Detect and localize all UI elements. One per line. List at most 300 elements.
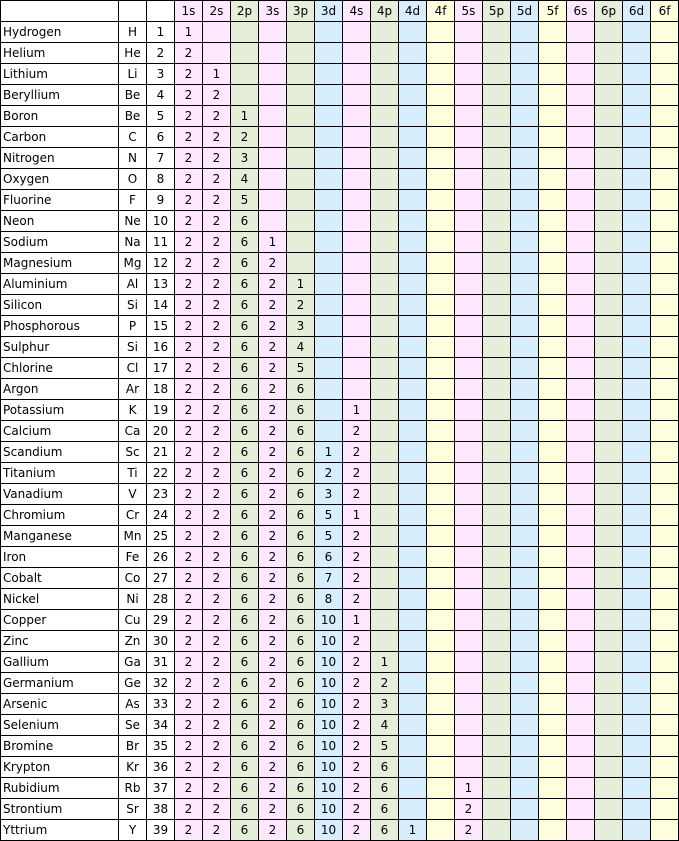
- orbital-cell-6p: [595, 43, 623, 64]
- orbital-cell-5p: [483, 736, 511, 757]
- orbital-cell-5s: [455, 400, 483, 421]
- orbital-cell-1s: 2: [175, 463, 203, 484]
- table-row: [1, 232, 679, 253]
- orbital-cell-3d: 8: [315, 589, 343, 610]
- orbital-cell-5f: [539, 463, 567, 484]
- orbital-cell-6d: [623, 631, 651, 652]
- orbital-cell-3p: 6: [287, 547, 315, 568]
- orbital-header-5d: 5d: [511, 1, 539, 22]
- orbital-cell-5s: [455, 22, 483, 43]
- element-symbol: N: [119, 148, 147, 169]
- orbital-cell-6p: [595, 484, 623, 505]
- orbital-cell-3p: [287, 85, 315, 106]
- orbital-cell-5s: [455, 169, 483, 190]
- atomic-number: 9: [147, 190, 175, 211]
- element-symbol: Cr: [119, 505, 147, 526]
- orbital-cell-4d: [399, 736, 427, 757]
- orbital-cell-4f: [427, 589, 455, 610]
- orbital-cell-4p: [371, 421, 399, 442]
- orbital-cell-3p: 6: [287, 484, 315, 505]
- element-name: Selenium: [1, 715, 119, 736]
- orbital-cell-3s: 2: [259, 694, 287, 715]
- orbital-cell-2s: 2: [203, 799, 231, 820]
- orbital-cell-3s: 2: [259, 358, 287, 379]
- orbital-cell-3p: [287, 22, 315, 43]
- orbital-cell-2p: 6: [231, 631, 259, 652]
- table-row: [1, 463, 679, 484]
- orbital-cell-2s: [203, 22, 231, 43]
- atomic-number: 36: [147, 757, 175, 778]
- orbital-cell-5p: [483, 820, 511, 841]
- orbital-cell-4f: [427, 274, 455, 295]
- orbital-cell-3p: 3: [287, 316, 315, 337]
- orbital-cell-5s: 2: [455, 799, 483, 820]
- orbital-cell-4p: [371, 190, 399, 211]
- orbital-cell-3p: 6: [287, 778, 315, 799]
- orbital-cell-3d: [315, 106, 343, 127]
- atomic-number: 27: [147, 568, 175, 589]
- orbital-cell-6d: [623, 316, 651, 337]
- orbital-cell-2s: 2: [203, 736, 231, 757]
- orbital-cell-6d: [623, 421, 651, 442]
- orbital-header-6f: 6f: [651, 1, 679, 22]
- element-symbol: Al: [119, 274, 147, 295]
- orbital-cell-6f: [651, 253, 679, 274]
- orbital-cell-5s: [455, 610, 483, 631]
- orbital-cell-4d: [399, 148, 427, 169]
- orbital-cell-6f: [651, 337, 679, 358]
- orbital-cell-3p: 4: [287, 337, 315, 358]
- table-row: [1, 589, 679, 610]
- orbital-cell-6f: [651, 547, 679, 568]
- element-name: Yttrium: [1, 820, 119, 841]
- element-symbol: Be: [119, 85, 147, 106]
- orbital-cell-5d: [511, 631, 539, 652]
- table-row: [1, 547, 679, 568]
- orbital-cell-6d: [623, 589, 651, 610]
- orbital-cell-5f: [539, 106, 567, 127]
- orbital-cell-5p: [483, 85, 511, 106]
- orbital-cell-5p: [483, 778, 511, 799]
- orbital-cell-2s: 2: [203, 547, 231, 568]
- orbital-cell-4s: 2: [343, 442, 371, 463]
- orbital-cell-5f: [539, 547, 567, 568]
- orbital-cell-6s: [567, 379, 595, 400]
- orbital-cell-6p: [595, 85, 623, 106]
- orbital-cell-4f: [427, 421, 455, 442]
- orbital-cell-5s: [455, 43, 483, 64]
- orbital-cell-5p: [483, 337, 511, 358]
- orbital-cell-2s: 2: [203, 484, 231, 505]
- orbital-cell-6s: [567, 589, 595, 610]
- orbital-cell-4s: 2: [343, 547, 371, 568]
- orbital-cell-4s: [343, 337, 371, 358]
- orbital-cell-3p: [287, 64, 315, 85]
- orbital-cell-2p: 6: [231, 715, 259, 736]
- table-row: [1, 694, 679, 715]
- atomic-number: 26: [147, 547, 175, 568]
- orbital-cell-2s: 2: [203, 673, 231, 694]
- table-row: [1, 442, 679, 463]
- table-row: [1, 484, 679, 505]
- orbital-cell-4d: [399, 631, 427, 652]
- orbital-cell-6f: [651, 673, 679, 694]
- orbital-cell-1s: 1: [175, 22, 203, 43]
- orbital-cell-4s: 2: [343, 757, 371, 778]
- element-symbol: V: [119, 484, 147, 505]
- orbital-cell-4f: [427, 295, 455, 316]
- orbital-cell-3s: 1: [259, 232, 287, 253]
- orbital-cell-6p: [595, 64, 623, 85]
- orbital-header-5s: 5s: [455, 1, 483, 22]
- table-row: [1, 316, 679, 337]
- orbital-cell-5d: [511, 568, 539, 589]
- orbital-cell-3s: 2: [259, 295, 287, 316]
- orbital-cell-6p: [595, 463, 623, 484]
- orbital-cell-3d: [315, 211, 343, 232]
- orbital-cell-6f: [651, 820, 679, 841]
- atomic-number: 34: [147, 715, 175, 736]
- orbital-cell-3p: 1: [287, 274, 315, 295]
- element-symbol: Cu: [119, 610, 147, 631]
- orbital-cell-6s: [567, 400, 595, 421]
- element-name: Strontium: [1, 799, 119, 820]
- orbital-cell-4f: [427, 148, 455, 169]
- orbital-cell-6d: [623, 148, 651, 169]
- orbital-cell-5f: [539, 673, 567, 694]
- orbital-cell-3s: [259, 85, 287, 106]
- orbital-cell-3p: [287, 169, 315, 190]
- orbital-cell-5d: [511, 211, 539, 232]
- orbital-cell-5p: [483, 442, 511, 463]
- orbital-cell-6p: [595, 652, 623, 673]
- orbital-cell-4f: [427, 778, 455, 799]
- orbital-cell-2s: 2: [203, 337, 231, 358]
- orbital-cell-6f: [651, 421, 679, 442]
- orbital-cell-5f: [539, 295, 567, 316]
- orbital-cell-4p: [371, 22, 399, 43]
- orbital-cell-4s: 1: [343, 505, 371, 526]
- orbital-cell-5f: [539, 337, 567, 358]
- orbital-cell-5f: [539, 316, 567, 337]
- table-row: [1, 274, 679, 295]
- orbital-cell-3p: 6: [287, 694, 315, 715]
- orbital-cell-5p: [483, 316, 511, 337]
- orbital-cell-5p: [483, 757, 511, 778]
- orbital-cell-2s: 2: [203, 169, 231, 190]
- orbital-cell-4s: [343, 379, 371, 400]
- orbital-cell-6s: [567, 757, 595, 778]
- orbital-cell-6f: [651, 757, 679, 778]
- orbital-cell-5f: [539, 484, 567, 505]
- orbital-cell-6s: [567, 43, 595, 64]
- orbital-cell-2p: 6: [231, 379, 259, 400]
- orbital-cell-4f: [427, 190, 455, 211]
- orbital-cell-4s: [343, 43, 371, 64]
- orbital-cell-6s: [567, 778, 595, 799]
- orbital-cell-4s: 2: [343, 715, 371, 736]
- orbital-cell-2p: 3: [231, 148, 259, 169]
- orbital-cell-4f: [427, 757, 455, 778]
- orbital-cell-4f: [427, 85, 455, 106]
- element-name: Zinc: [1, 631, 119, 652]
- orbital-cell-4d: [399, 127, 427, 148]
- orbital-cell-6f: [651, 715, 679, 736]
- orbital-cell-2p: 6: [231, 358, 259, 379]
- orbital-cell-5p: [483, 610, 511, 631]
- element-symbol: Ne: [119, 211, 147, 232]
- orbital-cell-3d: 10: [315, 778, 343, 799]
- orbital-cell-5f: [539, 757, 567, 778]
- orbital-cell-6f: [651, 694, 679, 715]
- orbital-cell-5f: [539, 274, 567, 295]
- table-row: [1, 757, 679, 778]
- orbital-cell-6d: [623, 673, 651, 694]
- orbital-cell-5s: [455, 64, 483, 85]
- orbital-cell-6p: [595, 295, 623, 316]
- atomic-number: 29: [147, 610, 175, 631]
- orbital-cell-1s: 2: [175, 820, 203, 841]
- orbital-cell-6s: [567, 274, 595, 295]
- orbital-cell-6f: [651, 211, 679, 232]
- orbital-cell-4d: [399, 232, 427, 253]
- orbital-cell-4f: [427, 463, 455, 484]
- orbital-cell-6s: [567, 715, 595, 736]
- table-row: [1, 652, 679, 673]
- orbital-cell-6p: [595, 358, 623, 379]
- orbital-cell-5s: [455, 379, 483, 400]
- orbital-cell-5p: [483, 694, 511, 715]
- orbital-cell-6s: [567, 85, 595, 106]
- orbital-cell-4f: [427, 631, 455, 652]
- table-row: [1, 778, 679, 799]
- orbital-cell-5s: [455, 106, 483, 127]
- atomic-number: 1: [147, 22, 175, 43]
- orbital-cell-4p: [371, 211, 399, 232]
- orbital-cell-2p: 6: [231, 610, 259, 631]
- atomic-number: 21: [147, 442, 175, 463]
- orbital-cell-2s: 2: [203, 526, 231, 547]
- atomic-number: 15: [147, 316, 175, 337]
- table-row: [1, 568, 679, 589]
- orbital-cell-4d: [399, 547, 427, 568]
- orbital-cell-4f: [427, 547, 455, 568]
- orbital-cell-4s: [343, 274, 371, 295]
- orbital-cell-1s: 2: [175, 253, 203, 274]
- orbital-cell-4s: 2: [343, 694, 371, 715]
- element-name: Carbon: [1, 127, 119, 148]
- orbital-cell-1s: 2: [175, 379, 203, 400]
- element-name: Titanium: [1, 463, 119, 484]
- orbital-cell-3s: [259, 211, 287, 232]
- orbital-cell-6f: [651, 274, 679, 295]
- orbital-cell-5f: [539, 169, 567, 190]
- orbital-cell-5p: [483, 484, 511, 505]
- orbital-cell-6f: [651, 379, 679, 400]
- orbital-cell-3d: 6: [315, 547, 343, 568]
- orbital-cell-6d: [623, 715, 651, 736]
- orbital-cell-3s: [259, 190, 287, 211]
- table-row: [1, 295, 679, 316]
- element-name: Nickel: [1, 589, 119, 610]
- orbital-cell-3d: [315, 274, 343, 295]
- orbital-cell-4f: [427, 694, 455, 715]
- orbital-cell-3s: 2: [259, 526, 287, 547]
- orbital-cell-4d: [399, 463, 427, 484]
- orbital-cell-3d: [315, 358, 343, 379]
- orbital-cell-5p: [483, 463, 511, 484]
- orbital-cell-6p: [595, 715, 623, 736]
- orbital-cell-3d: [315, 64, 343, 85]
- element-name: Silicon: [1, 295, 119, 316]
- orbital-cell-4s: [343, 211, 371, 232]
- orbital-cell-3d: [315, 337, 343, 358]
- orbital-cell-4p: 6: [371, 757, 399, 778]
- orbital-cell-1s: 2: [175, 715, 203, 736]
- orbital-cell-3s: 2: [259, 400, 287, 421]
- orbital-cell-2s: 2: [203, 610, 231, 631]
- orbital-cell-4f: [427, 232, 455, 253]
- orbital-cell-2p: [231, 22, 259, 43]
- orbital-cell-5d: [511, 379, 539, 400]
- table-row: [1, 211, 679, 232]
- orbital-cell-3p: 6: [287, 568, 315, 589]
- orbital-cell-5d: [511, 589, 539, 610]
- atomic-number: 24: [147, 505, 175, 526]
- orbital-cell-1s: 2: [175, 148, 203, 169]
- orbital-cell-4d: [399, 43, 427, 64]
- orbital-cell-3s: 2: [259, 799, 287, 820]
- orbital-cell-4s: 2: [343, 736, 371, 757]
- table-row: [1, 820, 679, 841]
- orbital-cell-6s: [567, 316, 595, 337]
- orbital-cell-2p: 6: [231, 463, 259, 484]
- orbital-cell-6d: [623, 820, 651, 841]
- orbital-cell-5s: [455, 631, 483, 652]
- element-symbol: Na: [119, 232, 147, 253]
- orbital-cell-4d: [399, 757, 427, 778]
- orbital-cell-5d: [511, 799, 539, 820]
- orbital-cell-3s: 2: [259, 274, 287, 295]
- orbital-cell-4p: [371, 589, 399, 610]
- orbital-cell-1s: 2: [175, 169, 203, 190]
- orbital-cell-5d: [511, 421, 539, 442]
- orbital-cell-6f: [651, 505, 679, 526]
- orbital-cell-4d: [399, 106, 427, 127]
- orbital-cell-6f: [651, 64, 679, 85]
- orbital-cell-4d: [399, 652, 427, 673]
- orbital-header-5f: 5f: [539, 1, 567, 22]
- orbital-cell-4d: [399, 22, 427, 43]
- element-symbol: Br: [119, 736, 147, 757]
- orbital-cell-1s: 2: [175, 673, 203, 694]
- orbital-cell-5d: [511, 736, 539, 757]
- orbital-cell-4d: [399, 610, 427, 631]
- orbital-cell-4f: [427, 379, 455, 400]
- element-symbol: P: [119, 316, 147, 337]
- orbital-cell-4p: [371, 463, 399, 484]
- orbital-cell-3d: [315, 190, 343, 211]
- orbital-cell-5d: [511, 652, 539, 673]
- orbital-cell-1s: 2: [175, 568, 203, 589]
- orbital-cell-2s: 2: [203, 568, 231, 589]
- orbital-cell-4s: [343, 169, 371, 190]
- orbital-cell-5p: [483, 379, 511, 400]
- orbital-cell-6f: [651, 85, 679, 106]
- orbital-cell-1s: 2: [175, 127, 203, 148]
- orbital-cell-5p: [483, 190, 511, 211]
- orbital-cell-3s: 2: [259, 736, 287, 757]
- orbital-cell-5s: [455, 148, 483, 169]
- orbital-cell-2p: 6: [231, 526, 259, 547]
- table-row: [1, 127, 679, 148]
- orbital-cell-3p: 6: [287, 715, 315, 736]
- orbital-cell-5d: [511, 85, 539, 106]
- orbital-cell-5f: [539, 778, 567, 799]
- orbital-cell-4f: [427, 127, 455, 148]
- orbital-cell-5s: [455, 694, 483, 715]
- orbital-cell-6f: [651, 484, 679, 505]
- orbital-cell-2p: 6: [231, 799, 259, 820]
- orbital-cell-2s: 1: [203, 64, 231, 85]
- orbital-cell-6s: [567, 295, 595, 316]
- orbital-cell-6s: [567, 694, 595, 715]
- orbital-cell-5f: [539, 190, 567, 211]
- orbital-cell-2p: 6: [231, 652, 259, 673]
- orbital-cell-4p: [371, 295, 399, 316]
- orbital-cell-2s: 2: [203, 211, 231, 232]
- orbital-cell-1s: 2: [175, 106, 203, 127]
- orbital-cell-5s: [455, 190, 483, 211]
- orbital-cell-3s: 2: [259, 631, 287, 652]
- orbital-cell-5f: [539, 505, 567, 526]
- orbital-cell-5s: [455, 715, 483, 736]
- atomic-number: 19: [147, 400, 175, 421]
- orbital-cell-3s: 2: [259, 778, 287, 799]
- orbital-cell-6f: [651, 190, 679, 211]
- orbital-cell-3s: [259, 106, 287, 127]
- orbital-cell-5s: [455, 757, 483, 778]
- orbital-cell-4p: [371, 358, 399, 379]
- orbital-cell-1s: 2: [175, 337, 203, 358]
- orbital-cell-4s: 2: [343, 631, 371, 652]
- orbital-cell-5d: [511, 22, 539, 43]
- orbital-cell-5p: [483, 43, 511, 64]
- orbital-cell-6d: [623, 652, 651, 673]
- orbital-cell-6d: [623, 274, 651, 295]
- orbital-cell-3d: 5: [315, 505, 343, 526]
- orbital-header-4f: 4f: [427, 1, 455, 22]
- orbital-cell-4s: 2: [343, 484, 371, 505]
- element-name: Krypton: [1, 757, 119, 778]
- orbital-cell-1s: 2: [175, 43, 203, 64]
- orbital-cell-3d: 5: [315, 526, 343, 547]
- orbital-cell-1s: 2: [175, 190, 203, 211]
- orbital-cell-6p: [595, 337, 623, 358]
- orbital-cell-4p: [371, 148, 399, 169]
- orbital-cell-3s: 2: [259, 463, 287, 484]
- orbital-cell-5d: [511, 337, 539, 358]
- orbital-cell-4d: [399, 400, 427, 421]
- orbital-cell-4p: [371, 253, 399, 274]
- orbital-cell-4d: [399, 85, 427, 106]
- element-name: Copper: [1, 610, 119, 631]
- orbital-cell-4p: 1: [371, 652, 399, 673]
- orbital-cell-1s: 2: [175, 64, 203, 85]
- orbital-cell-6d: [623, 526, 651, 547]
- orbital-cell-5f: [539, 400, 567, 421]
- orbital-cell-3s: 2: [259, 610, 287, 631]
